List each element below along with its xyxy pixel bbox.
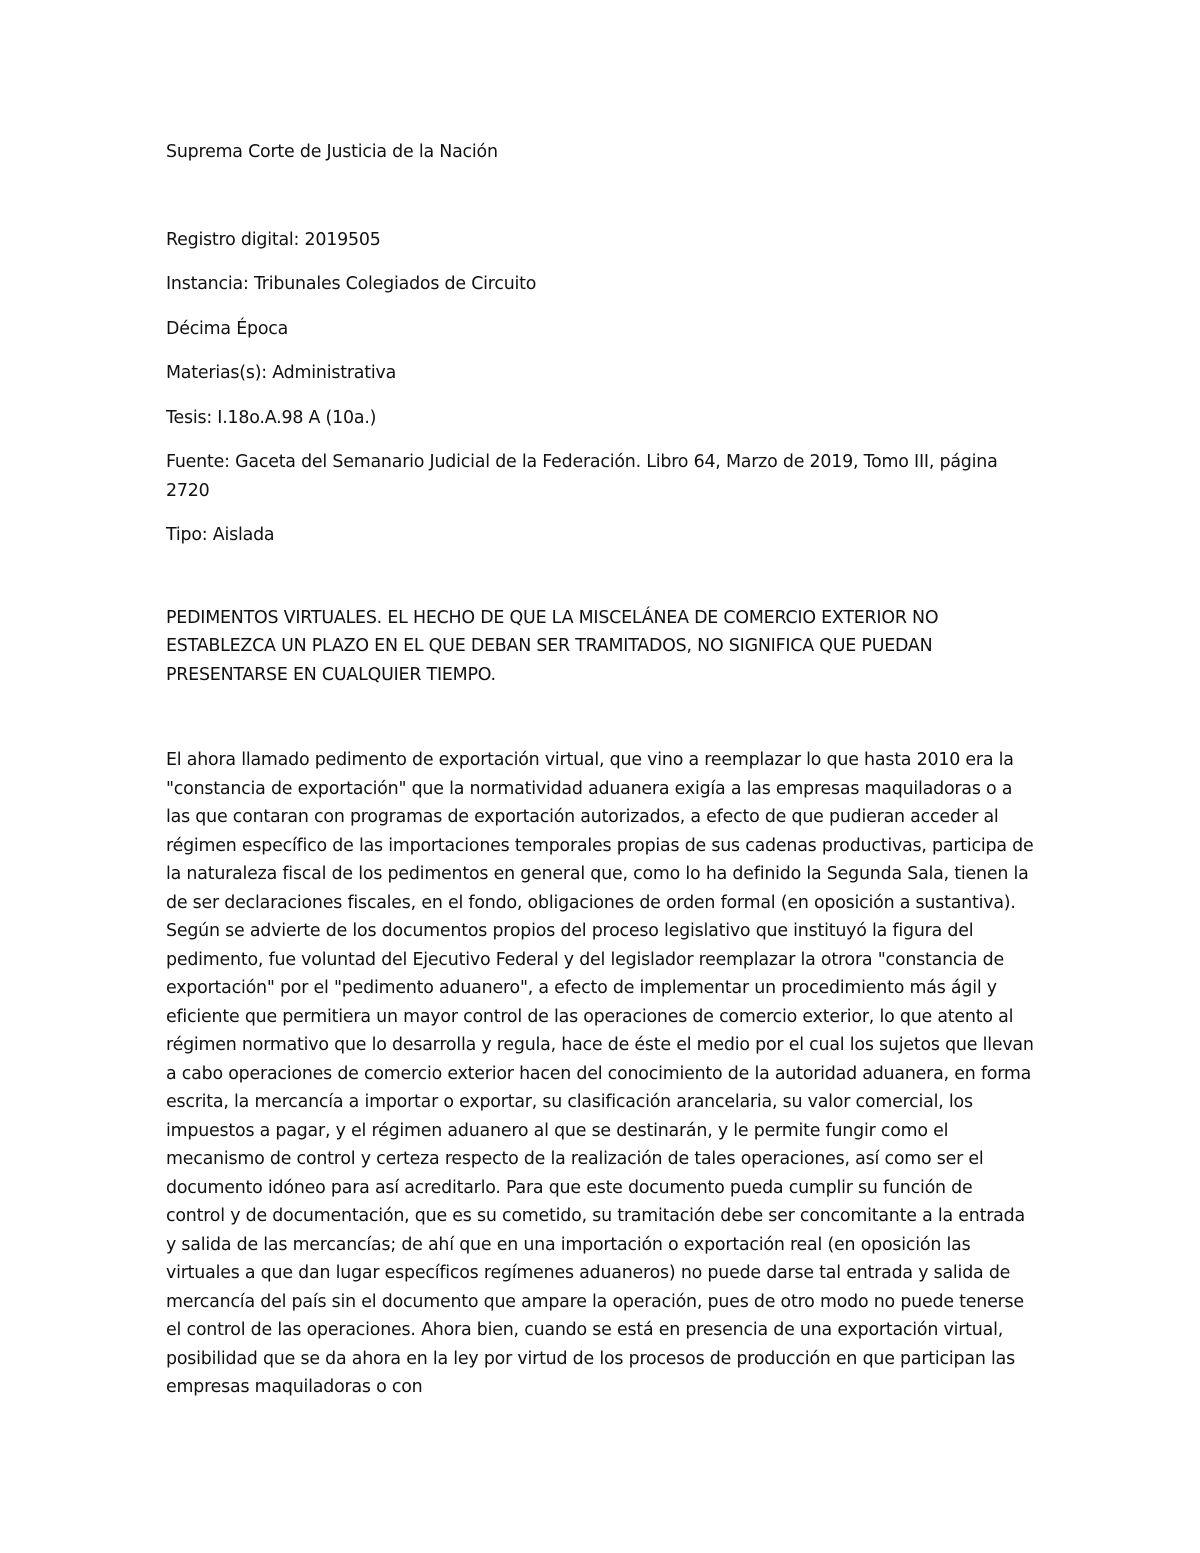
institution-title: Suprema Corte de Justicia de la Nación — [166, 142, 498, 162]
metadata-epoca: Décima Época — [166, 318, 289, 339]
metadata-tesis: Tesis: I.18o.A.98 A (10a.) — [166, 407, 377, 428]
metadata-tipo: Tipo: Aislada — [166, 525, 275, 545]
metadata-registro: Registro digital: 2019505 — [166, 229, 381, 250]
metadata-instancia: Instancia: Tribunales Colegiados de Circuito — [166, 274, 537, 294]
metadata-materias: Materias(s): Administrativa — [166, 363, 397, 383]
metadata-fuente: Fuente: Gaceta del Semanario Judicial de la Federación. Libro 64, Marzo de 2019, Tomo III, página 2720 — [166, 452, 998, 501]
document-content — [166, 138, 1036, 1402]
thesis-body: El ahora llamado pedimento de exportación virtual, que vino a reemplazar lo que hasta 2010 era la "constancia de exportación" que la normatividad aduanera exigía a las empresas maquiladoras o a las que contaran con programas de exportación autorizados, a efecto de que pudieran acceder al régimen específico de las importaciones temporales propias de sus cadenas productivas, participa de la naturaleza fiscal de los pedimentos en general que, como lo ha definido la Segunda Sala, tienen la de ser declaraciones fiscales, en el fondo, obligaciones de orden formal (en oposición a sustantiva). Según se advierte de los documentos propios del proceso legislativo que instituyó la figura del pedimento, fue voluntad del Ejecutivo Federal y del legislador reemplazar la otrora "constancia de exportación" por el "pedimento aduanero", a efecto de implementar un procedimiento más ágil y eficiente que permitiera un mayor control de las operaciones de comercio exterior, lo que atento al régimen normativo que lo desarrolla y regula, hace de éste el medio por el cual los sujetos que llevan a cabo operaciones de comercio exterior hacen del conocimiento de la autoridad aduanera, en forma escrita, la mercancía a importar o exportar, su clasificación arancelaria, su valor comercial, los impuestos a pagar, y el régimen aduanero al que se destinarán, y le permite fungir como el mecanismo de control y certeza respecto de la realización de tales operaciones, así como ser el documento idóneo para así acreditarlo. Para que este documento pueda cumplir su función de control y de documentación, que es su cometido, su tramitación debe ser concomitante a la entrada y salida de las mercancías; de ahí que en una importación o exportación real (en oposición las virtuales a que dan lugar específicos regímenes aduaneros) no puede darse tal entrada y salida de mercancía del país sin el documento que ampare la operación, pues de otro modo no puede tenerse el control de las operaciones. Ahora bien, cuando se está en presencia de una exportación virtual, posibilidad que se da ahora en la ley por virtud de los procesos de producción en que participan las empresas maquiladoras o con — [166, 750, 1034, 1397]
thesis-heading: PEDIMENTOS VIRTUALES. EL HECHO DE QUE LA MISCELÁNEA DE COMERCIO EXTERIOR NO ESTABLEZCA UN PLAZO EN EL QUE DEBAN SER TRAMITADOS, NO SIGNIFICA QUE PUEDAN PRESENTARSE EN CUALQUIER TIEMPO. — [166, 607, 939, 685]
